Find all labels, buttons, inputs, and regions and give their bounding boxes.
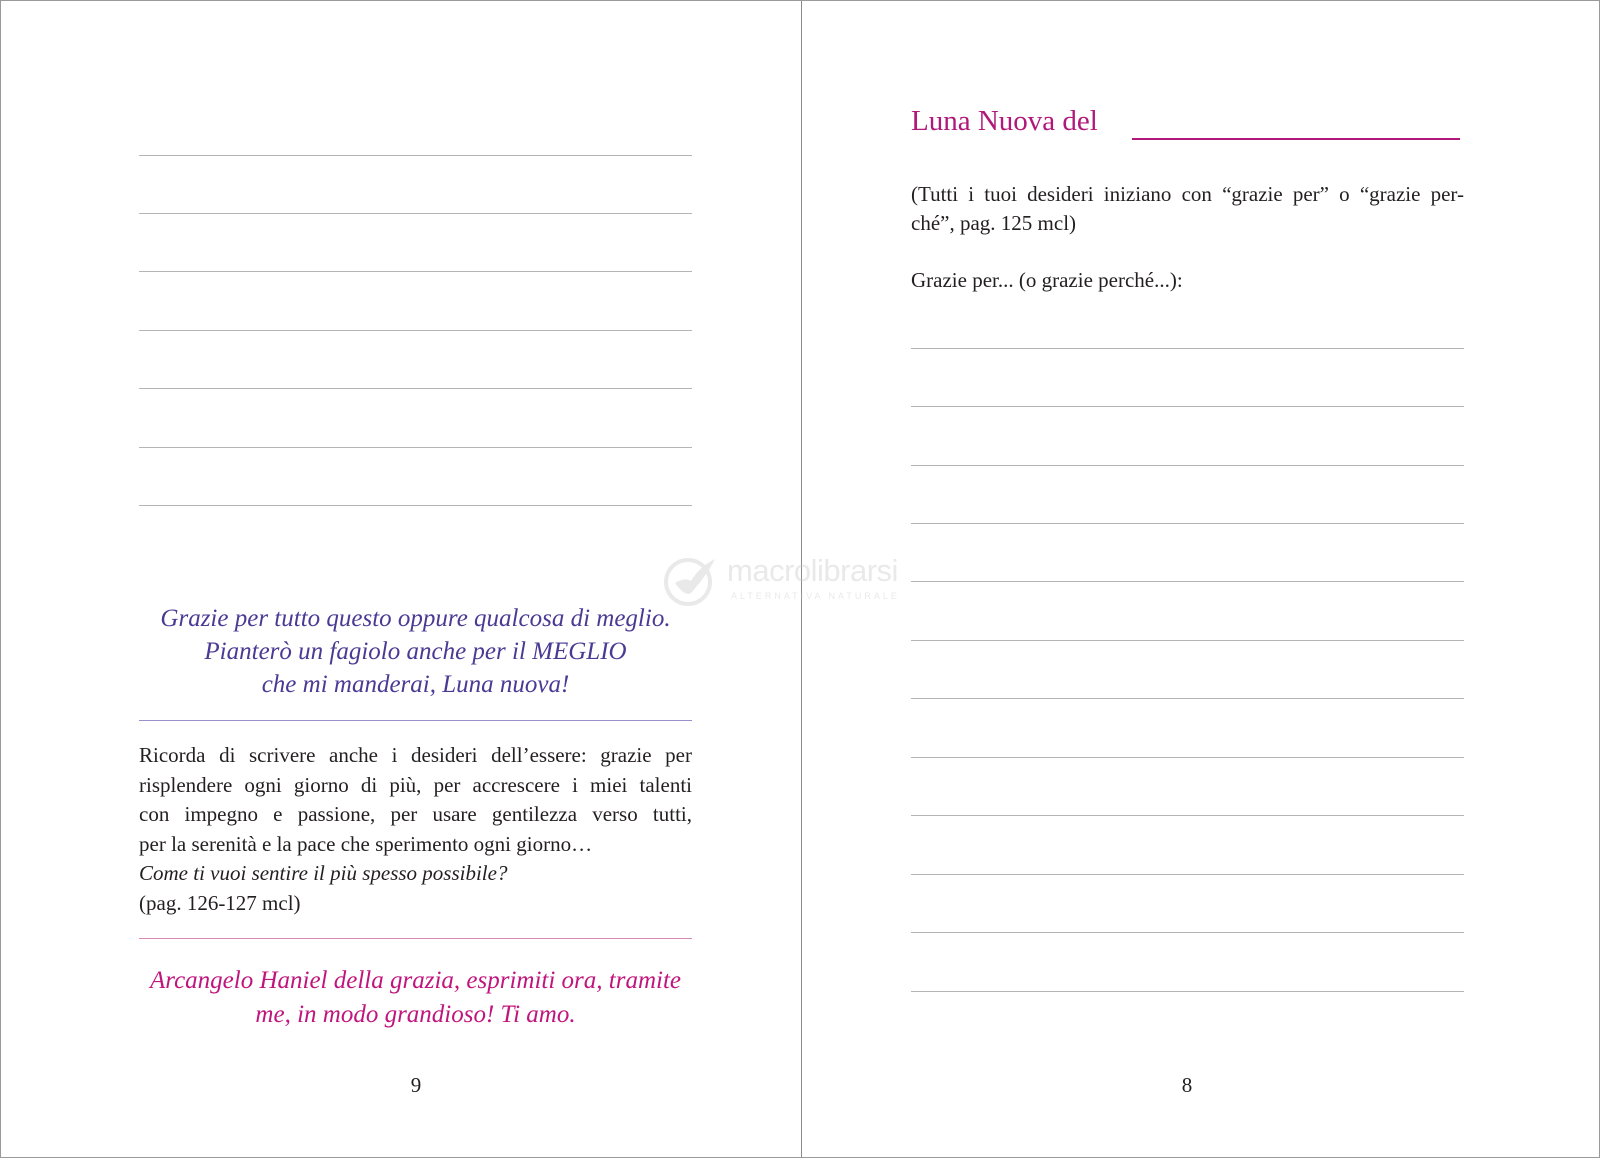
reflection-question: Come ti vuoi sentire il più spesso possibile? <box>139 861 508 885</box>
writing-line <box>911 348 1464 349</box>
reminder-paragraph <box>139 741 692 918</box>
writing-line <box>911 523 1464 524</box>
paragraph-line: risplendere ogni giorno di più, per accrescere i miei talenti <box>139 772 692 797</box>
writing-line <box>911 698 1464 699</box>
writing-line <box>139 505 692 506</box>
writing-line <box>139 213 692 214</box>
gratitude-prompt: Grazie per... (o grazie perché...): <box>911 268 1183 292</box>
instruction-text <box>911 180 1464 238</box>
quote-line: Pianterò un fagiolo anche per il MEGLIO <box>204 638 627 665</box>
writing-line <box>911 815 1464 816</box>
date-blank-line <box>1132 138 1460 140</box>
page-reference: (pag. 126-127 mcl) <box>139 890 301 915</box>
writing-line <box>139 155 692 156</box>
writing-line <box>911 406 1464 407</box>
paragraph-line: Ricorda di scrivere anche i desideri dell’essere: grazie per <box>139 743 692 767</box>
paragraph-line: per la serenità e la pace che sperimento ogni giorno… <box>139 831 593 856</box>
writing-line <box>139 330 692 331</box>
purple-divider <box>139 720 692 721</box>
writing-line <box>911 640 1464 641</box>
pink-divider <box>139 938 692 939</box>
archangel-affirmation <box>139 964 692 1032</box>
instruction-line: (Tutti i tuoi desideri iniziano con “grazie per” o “grazie per- <box>911 182 1464 206</box>
writing-line <box>911 581 1464 582</box>
watermark-tagline: ALTERNATIVA NATURALE <box>731 591 900 601</box>
quote-line: Grazie per tutto questo oppure qualcosa di meglio. <box>160 605 671 632</box>
writing-line <box>139 447 692 448</box>
gratitude-quote <box>139 602 692 701</box>
writing-line <box>911 991 1464 992</box>
heading-row <box>911 105 1471 145</box>
writing-line <box>139 271 692 272</box>
writing-line <box>911 874 1464 875</box>
affirmation-line: me, in modo grandioso! Ti amo. <box>255 1001 576 1028</box>
right-page <box>802 1 1599 1157</box>
quote-line: che mi manderai, Luna nuova! <box>261 671 570 698</box>
page-number-right: 8 <box>1181 1073 1193 1097</box>
writing-line <box>911 932 1464 933</box>
affirmation-line: Arcangelo Haniel della grazia, esprimiti ora, tramite <box>150 967 681 994</box>
instruction-line: ché”, pag. 125 mcl) <box>911 211 1077 235</box>
writing-line <box>911 465 1464 466</box>
writing-line <box>911 757 1464 758</box>
page-number-left: 9 <box>410 1073 422 1097</box>
page-heading: Luna Nuova del <box>911 105 1098 137</box>
left-page <box>1 1 801 1157</box>
paragraph-line: con impegno e passione, per usare gentilezza verso tutti, <box>139 802 692 826</box>
watermark-brand: macrolibrarsi <box>727 553 898 588</box>
writing-line <box>139 388 692 389</box>
